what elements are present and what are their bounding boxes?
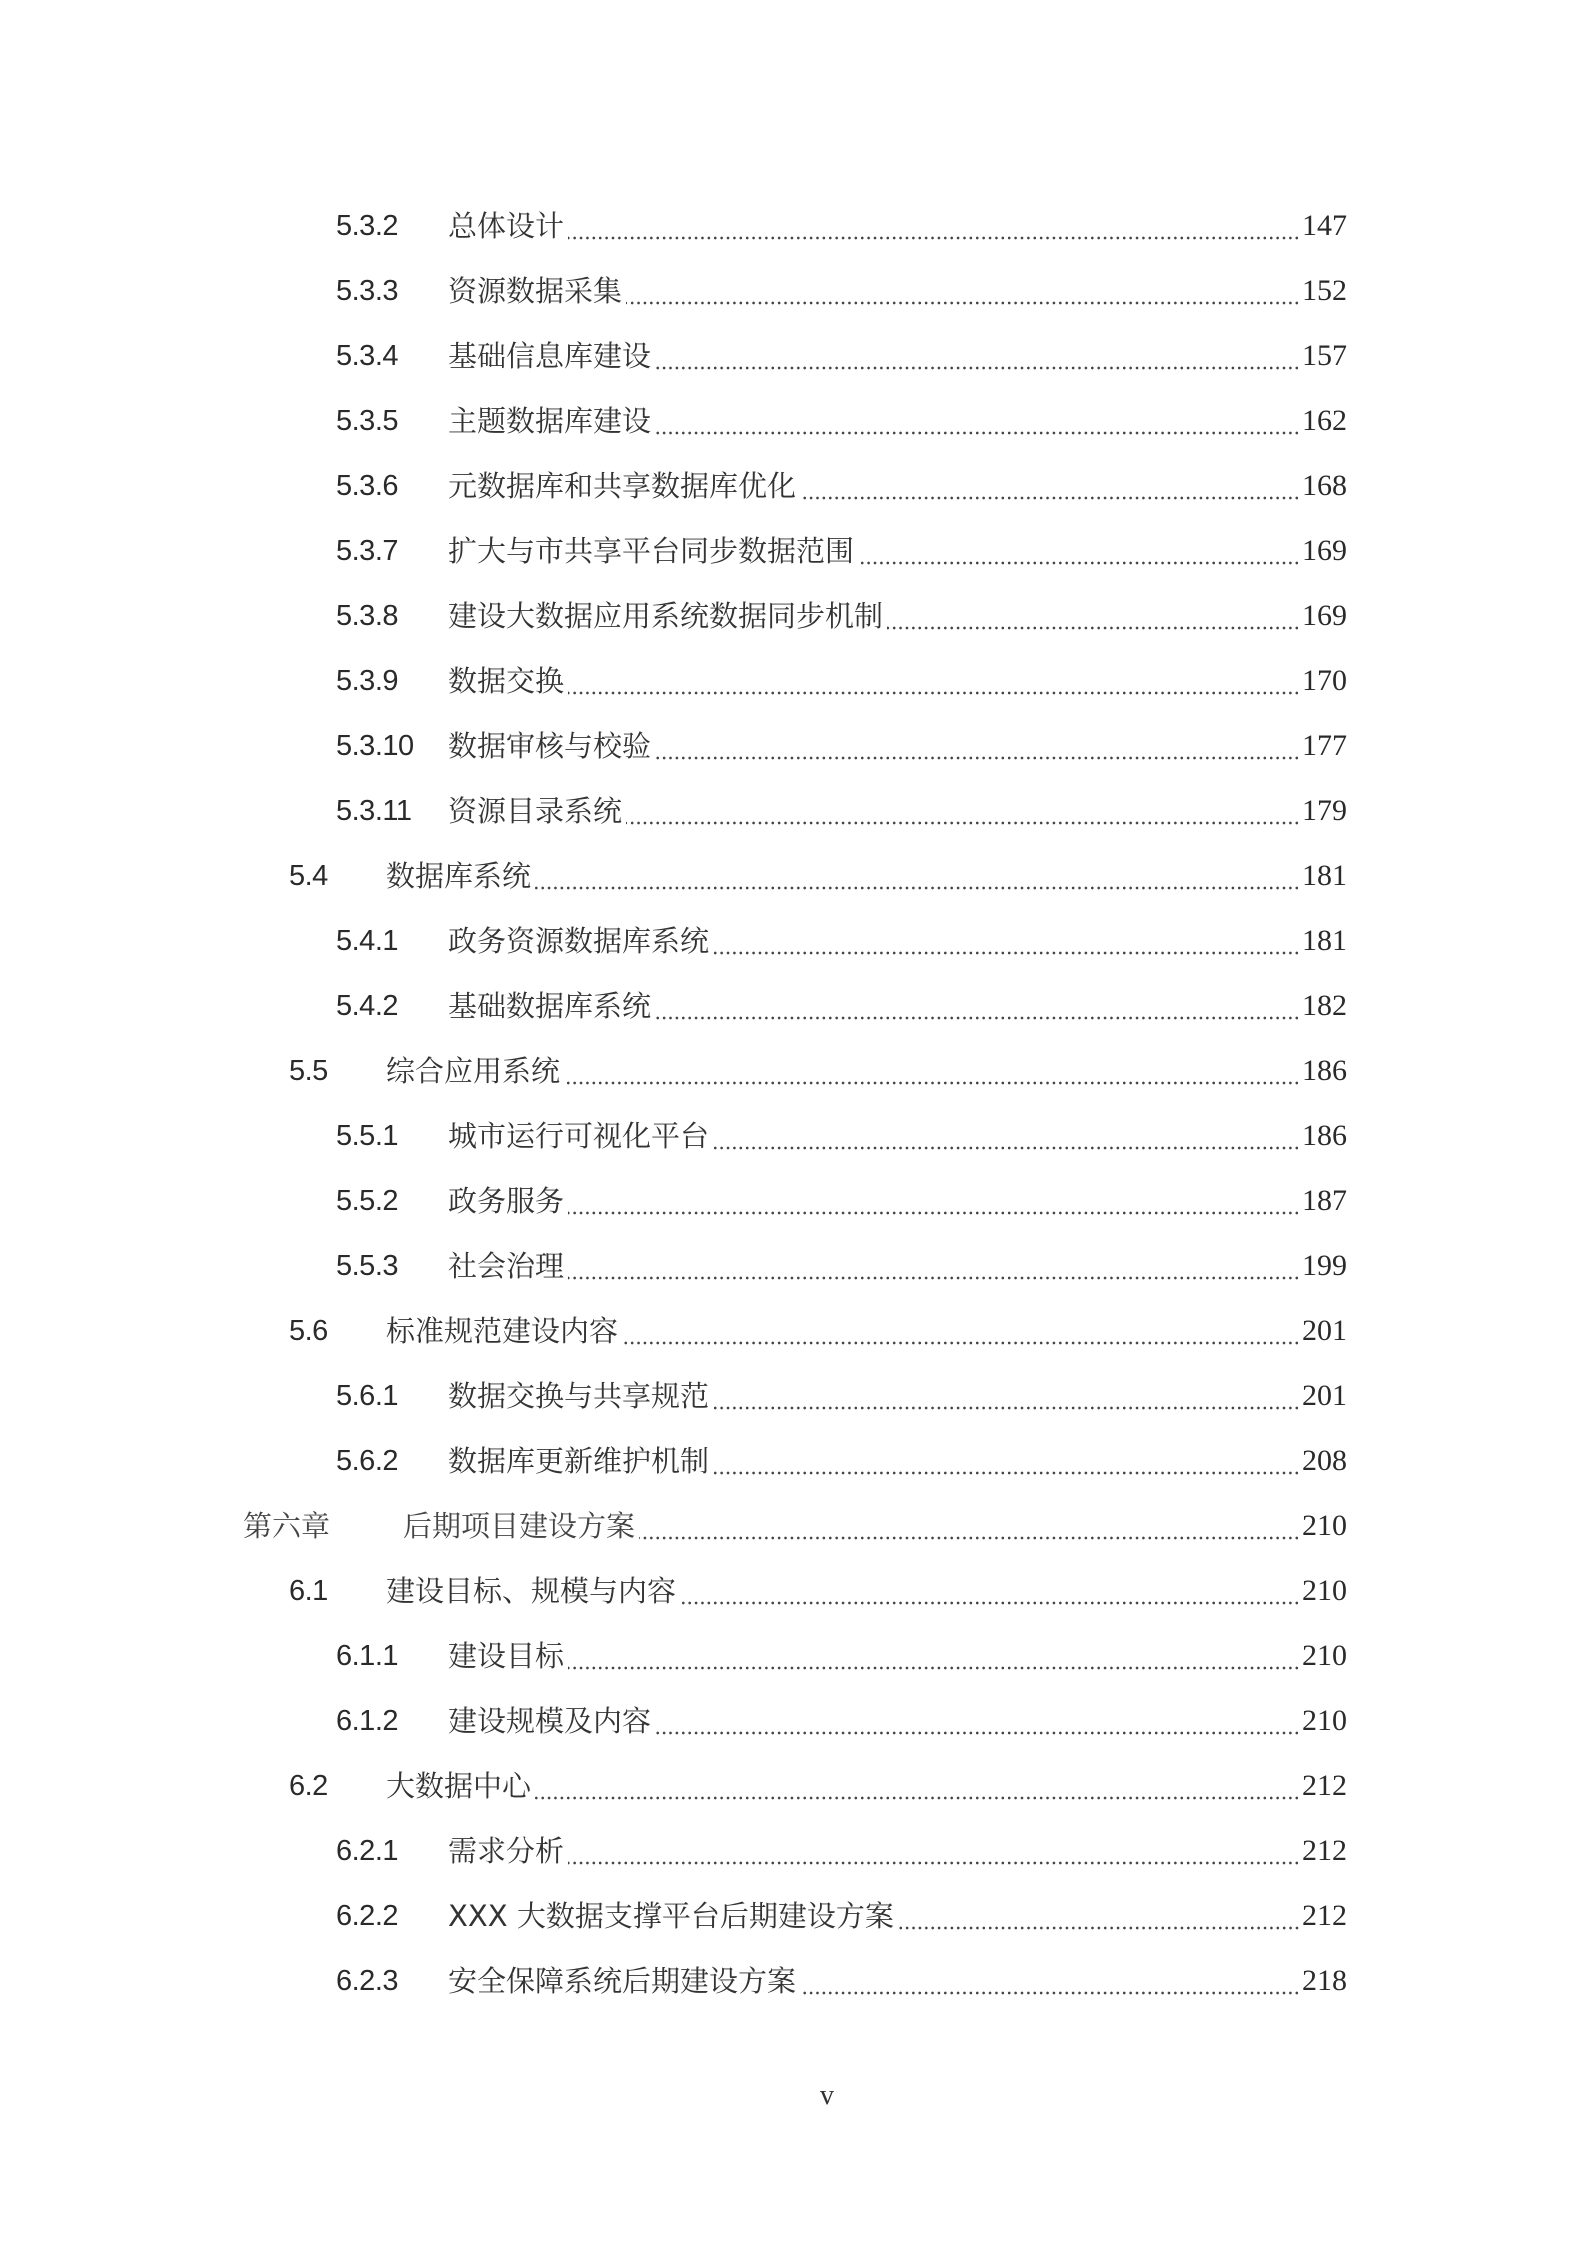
section-title: 数据审核与校验	[448, 728, 655, 764]
page-number: 210	[1302, 1509, 1347, 1542]
page-number: 162	[1302, 404, 1347, 437]
dot-leader	[568, 1248, 1300, 1284]
dot-leader	[680, 1573, 1300, 1609]
page-number: 210	[1302, 1704, 1347, 1737]
page-number: 182	[1302, 989, 1347, 1022]
section-title: 基础数据库系统	[448, 988, 655, 1024]
page-number: 210	[1302, 1639, 1347, 1672]
section-title: 建设目标	[448, 1638, 568, 1674]
toc-entry[interactable]	[0, 649, 1586, 714]
toc-entry[interactable]	[0, 974, 1586, 1039]
section-title: 建设规模及内容	[448, 1703, 655, 1739]
dot-leader	[626, 273, 1300, 309]
section-title: 数据库更新维护机制	[448, 1443, 713, 1479]
section-title: 数据库系统	[386, 858, 535, 894]
section-title: 主题数据库建设	[448, 403, 655, 439]
section-number: 5.5	[289, 1055, 328, 1087]
toc-entry[interactable]	[0, 844, 1586, 909]
page-number: 169	[1302, 534, 1347, 567]
page-footer	[0, 2080, 1586, 2112]
toc-entry[interactable]	[0, 1624, 1586, 1689]
dot-leader	[655, 403, 1300, 439]
dot-leader	[713, 923, 1300, 959]
toc-entry[interactable]	[0, 909, 1586, 974]
toc-entry[interactable]	[0, 1299, 1586, 1364]
chapter-number: 第六章	[243, 1509, 331, 1543]
section-number: 5.5.1	[336, 1120, 398, 1152]
section-number: 5.3.4	[336, 340, 398, 372]
dot-leader	[800, 1963, 1300, 1999]
page-number: 201	[1302, 1314, 1347, 1347]
toc-entry[interactable]	[0, 259, 1586, 324]
toc-entry[interactable]	[0, 1429, 1586, 1494]
dot-leader	[535, 858, 1300, 894]
page-number: 157	[1302, 339, 1347, 372]
section-title: 数据交换与共享规范	[448, 1378, 713, 1414]
dot-leader	[713, 1118, 1300, 1154]
section-number: 6.2.1	[336, 1835, 398, 1867]
page-number: 168	[1302, 469, 1347, 502]
page-number: 201	[1302, 1379, 1347, 1412]
section-number: 6.2.2	[336, 1900, 398, 1932]
section-number: 5.6	[289, 1315, 328, 1347]
toc-entry[interactable]	[0, 1819, 1586, 1884]
dot-leader	[568, 1183, 1300, 1219]
page-number: 212	[1302, 1899, 1347, 1932]
toc-entry[interactable]	[0, 584, 1586, 649]
section-number: 5.5.2	[336, 1185, 398, 1217]
page-number: 210	[1302, 1574, 1347, 1607]
toc-entry[interactable]	[0, 1039, 1586, 1104]
dot-leader	[568, 1833, 1300, 1869]
section-number: 5.4.2	[336, 990, 398, 1022]
page-number: 181	[1302, 924, 1347, 957]
section-number: 5.3.5	[336, 405, 398, 437]
section-number: 5.3.6	[336, 470, 398, 502]
toc-entry[interactable]	[0, 454, 1586, 519]
page-number: 208	[1302, 1444, 1347, 1477]
toc-entry[interactable]	[0, 1364, 1586, 1429]
section-number: 5.3.7	[336, 535, 398, 567]
dot-leader	[713, 1378, 1300, 1414]
dot-leader	[568, 1638, 1300, 1674]
section-number: 6.1	[289, 1575, 328, 1607]
section-number: 5.3.11	[336, 795, 412, 827]
dot-leader	[564, 1053, 1300, 1089]
dot-leader	[655, 728, 1300, 764]
section-title: 城市运行可视化平台	[448, 1118, 713, 1154]
section-number: 5.4	[289, 860, 328, 892]
dot-leader	[887, 598, 1300, 634]
section-title: XXX 大数据支撑平台后期建设方案	[448, 1898, 898, 1934]
toc-entry[interactable]	[0, 1559, 1586, 1624]
page-number: 147	[1302, 209, 1347, 242]
section-number: 5.6.2	[336, 1445, 398, 1477]
toc-entry[interactable]	[0, 1949, 1586, 2014]
section-title: 元数据库和共享数据库优化	[448, 468, 800, 504]
toc-entry[interactable]	[0, 1689, 1586, 1754]
toc-entry[interactable]	[0, 389, 1586, 454]
page-number: 179	[1302, 794, 1347, 827]
section-title: 社会治理	[448, 1248, 568, 1284]
dot-leader	[655, 1703, 1300, 1739]
dot-leader	[568, 208, 1300, 244]
toc-entry[interactable]	[0, 519, 1586, 584]
toc-entry[interactable]	[0, 1104, 1586, 1169]
section-title: 安全保障系统后期建设方案	[448, 1963, 800, 1999]
page-number: 212	[1302, 1769, 1347, 1802]
chapter-title: 后期项目建设方案	[403, 1508, 639, 1544]
section-number: 5.5.3	[336, 1250, 398, 1282]
section-title: 大数据中心	[386, 1768, 535, 1804]
toc-entry-chapter[interactable]	[0, 1494, 1586, 1559]
dot-leader	[713, 1443, 1300, 1479]
toc-entry[interactable]	[0, 1754, 1586, 1819]
section-title: 数据交换	[448, 663, 568, 699]
page-label: v	[820, 2080, 834, 2111]
toc-entry[interactable]	[0, 1169, 1586, 1234]
section-title: 资源数据采集	[448, 273, 626, 309]
section-number: 5.3.3	[336, 275, 398, 307]
section-title: 标准规范建设内容	[386, 1313, 622, 1349]
dot-leader	[568, 663, 1300, 699]
page-number: 169	[1302, 599, 1347, 632]
section-title: 扩大与市共享平台同步数据范围	[448, 533, 858, 569]
dot-leader	[622, 1313, 1300, 1349]
section-title: 需求分析	[448, 1833, 568, 1869]
page-number: 186	[1302, 1054, 1347, 1087]
section-number: 6.2.3	[336, 1965, 398, 1997]
dot-leader	[655, 338, 1300, 374]
dot-leader	[655, 988, 1300, 1024]
dot-leader	[858, 533, 1300, 569]
section-number: 5.4.1	[336, 925, 398, 957]
toc-entry[interactable]	[0, 1884, 1586, 1949]
toc-entry[interactable]	[0, 194, 1586, 259]
dot-leader	[898, 1898, 1300, 1934]
toc-entry[interactable]	[0, 324, 1586, 389]
toc-entry[interactable]	[0, 779, 1586, 844]
page-number: 152	[1302, 274, 1347, 307]
section-number: 6.1.1	[336, 1640, 398, 1672]
section-title: 建设目标、规模与内容	[386, 1573, 680, 1609]
section-number: 5.3.10	[336, 730, 414, 762]
dot-leader	[800, 468, 1300, 504]
page-number: 181	[1302, 859, 1347, 892]
toc-entry[interactable]	[0, 1234, 1586, 1299]
toc-entry[interactable]	[0, 714, 1586, 779]
page-number: 187	[1302, 1184, 1347, 1217]
section-number: 6.1.2	[336, 1705, 398, 1737]
page-number: 186	[1302, 1119, 1347, 1152]
section-number: 5.3.2	[336, 210, 398, 242]
page-number: 212	[1302, 1834, 1347, 1867]
dot-leader	[626, 793, 1300, 829]
section-number: 5.3.8	[336, 600, 398, 632]
section-title: 建设大数据应用系统数据同步机制	[448, 598, 887, 634]
page-number: 218	[1302, 1964, 1347, 1997]
section-title: 资源目录系统	[448, 793, 626, 829]
page-number: 170	[1302, 664, 1347, 697]
section-number: 5.3.9	[336, 665, 398, 697]
section-title: 政务资源数据库系统	[448, 923, 713, 959]
dot-leader	[639, 1508, 1300, 1544]
page-number: 177	[1302, 729, 1347, 762]
section-number: 5.6.1	[336, 1380, 398, 1412]
section-title: 总体设计	[448, 208, 568, 244]
section-title: 政务服务	[448, 1183, 568, 1219]
section-title: 基础信息库建设	[448, 338, 655, 374]
section-number: 6.2	[289, 1770, 328, 1802]
dot-leader	[535, 1768, 1300, 1804]
section-title: 综合应用系统	[386, 1053, 564, 1089]
page-number: 199	[1302, 1249, 1347, 1282]
